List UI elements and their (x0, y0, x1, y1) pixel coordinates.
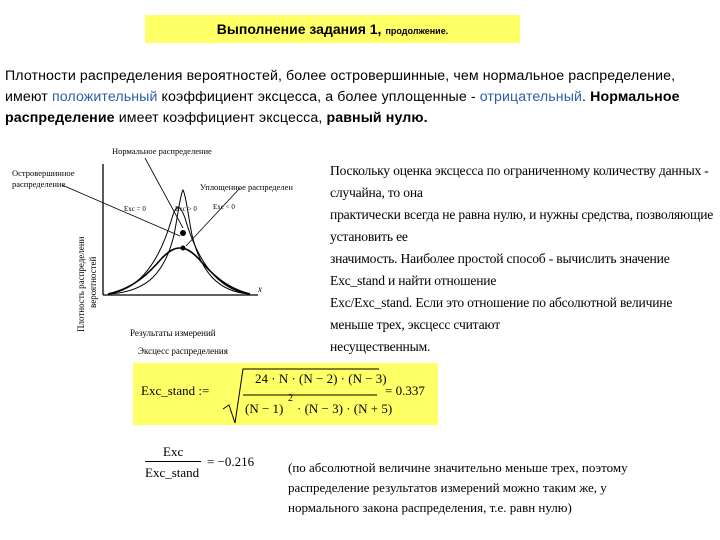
label-exc-neg: Exc < 0 (213, 203, 235, 211)
conclusion-line-3: нормального закона распределения, т.е. равн нулю) (288, 500, 572, 515)
title-bar (145, 15, 520, 43)
ratio-numerator: Exc (163, 444, 184, 459)
intro-text-3: . (582, 89, 591, 105)
intro-text-2: коэффициент эксцесса, а более уплощенные - (157, 89, 480, 105)
intro-negative: отрицательный (479, 89, 583, 105)
y-axis-label-2: вероятностей (88, 256, 98, 308)
pointer-peaked (62, 185, 180, 236)
slide-subtitle: продолжение. (385, 25, 449, 36)
kurtosis-note (330, 160, 715, 380)
conclusion-line-1: (по абсолютной величине значительно меньше трех, поэтому (288, 460, 628, 475)
note-line-2: практически всегда не равна нулю, и нужны средства, позволяющие установить ее (330, 207, 714, 244)
intro-positive: положительный (51, 89, 158, 105)
x-axis-var: x (258, 284, 262, 294)
peak-marker-flat (181, 246, 186, 251)
intro-text-4: имеет коэффициент эксцесса, (114, 110, 327, 126)
x-axis-label: Результаты измерений (130, 328, 216, 338)
note-line-4: Exc/Exc_stand. Если это отношение по абсолютной величине меньше трех, эксцесс считают (330, 295, 673, 332)
ratio-result: = −0.216 (207, 454, 255, 469)
label-exc-zero: Exc = 0 (124, 205, 146, 213)
figure-caption: Эксцесс распределения (138, 346, 228, 356)
label-flat: Уплощенное распределен (200, 182, 293, 192)
label-peaked-1: Островершинное (12, 168, 75, 178)
intro-text-1: Плотности распределения вероятностей, более островершинные, чем нормальное распределение, имеют (5, 68, 676, 105)
conclusion-line-2: распределение результатов измерений можно таким же, у (288, 480, 607, 495)
pointer-normal (145, 158, 183, 228)
intro-zero-bold: равный нулю. (326, 110, 428, 126)
label-peaked-2: распределение (12, 179, 66, 189)
peak-marker-normal (180, 230, 186, 236)
formula-numerator: 24 · N · (N − 2) · (N − 3) (255, 371, 387, 386)
y-axis-label-1: Плотность распределени (76, 236, 86, 332)
label-normal: Нормальное распределение (112, 146, 212, 156)
conclusion (288, 458, 668, 518)
formula-denominator-exp: 2 (288, 393, 293, 404)
intro-normal-bold: Нормальное распределение (5, 89, 680, 126)
label-exc-pos: Exc > 0 (175, 205, 197, 213)
note-line-3: значимость. Наиболее простой способ - вычислить значение Exc_stand и найти отношение (330, 251, 670, 288)
pointer-flat (186, 188, 240, 246)
ratio-denominator: Exc_stand (145, 465, 200, 480)
kurtosis-diagram (0, 140, 330, 360)
formula-result: = 0.337 (385, 383, 425, 398)
note-line-1: Поскольку оценка эксцесса по ограниченному количеству данных - случайна, то она (330, 163, 709, 200)
exc-stand-formula (133, 363, 438, 425)
formula-denominator-b: · (N − 3) · (N + 5) (297, 401, 393, 416)
ratio-bar (145, 461, 201, 462)
intro-paragraph (5, 66, 715, 129)
slide-title: Выполнение задания 1, (216, 21, 382, 37)
formula-denominator-a: (N − 1) (245, 401, 284, 416)
formula-lhs: Exc_stand := (141, 383, 210, 398)
note-line-5: несущественным. (330, 339, 431, 354)
